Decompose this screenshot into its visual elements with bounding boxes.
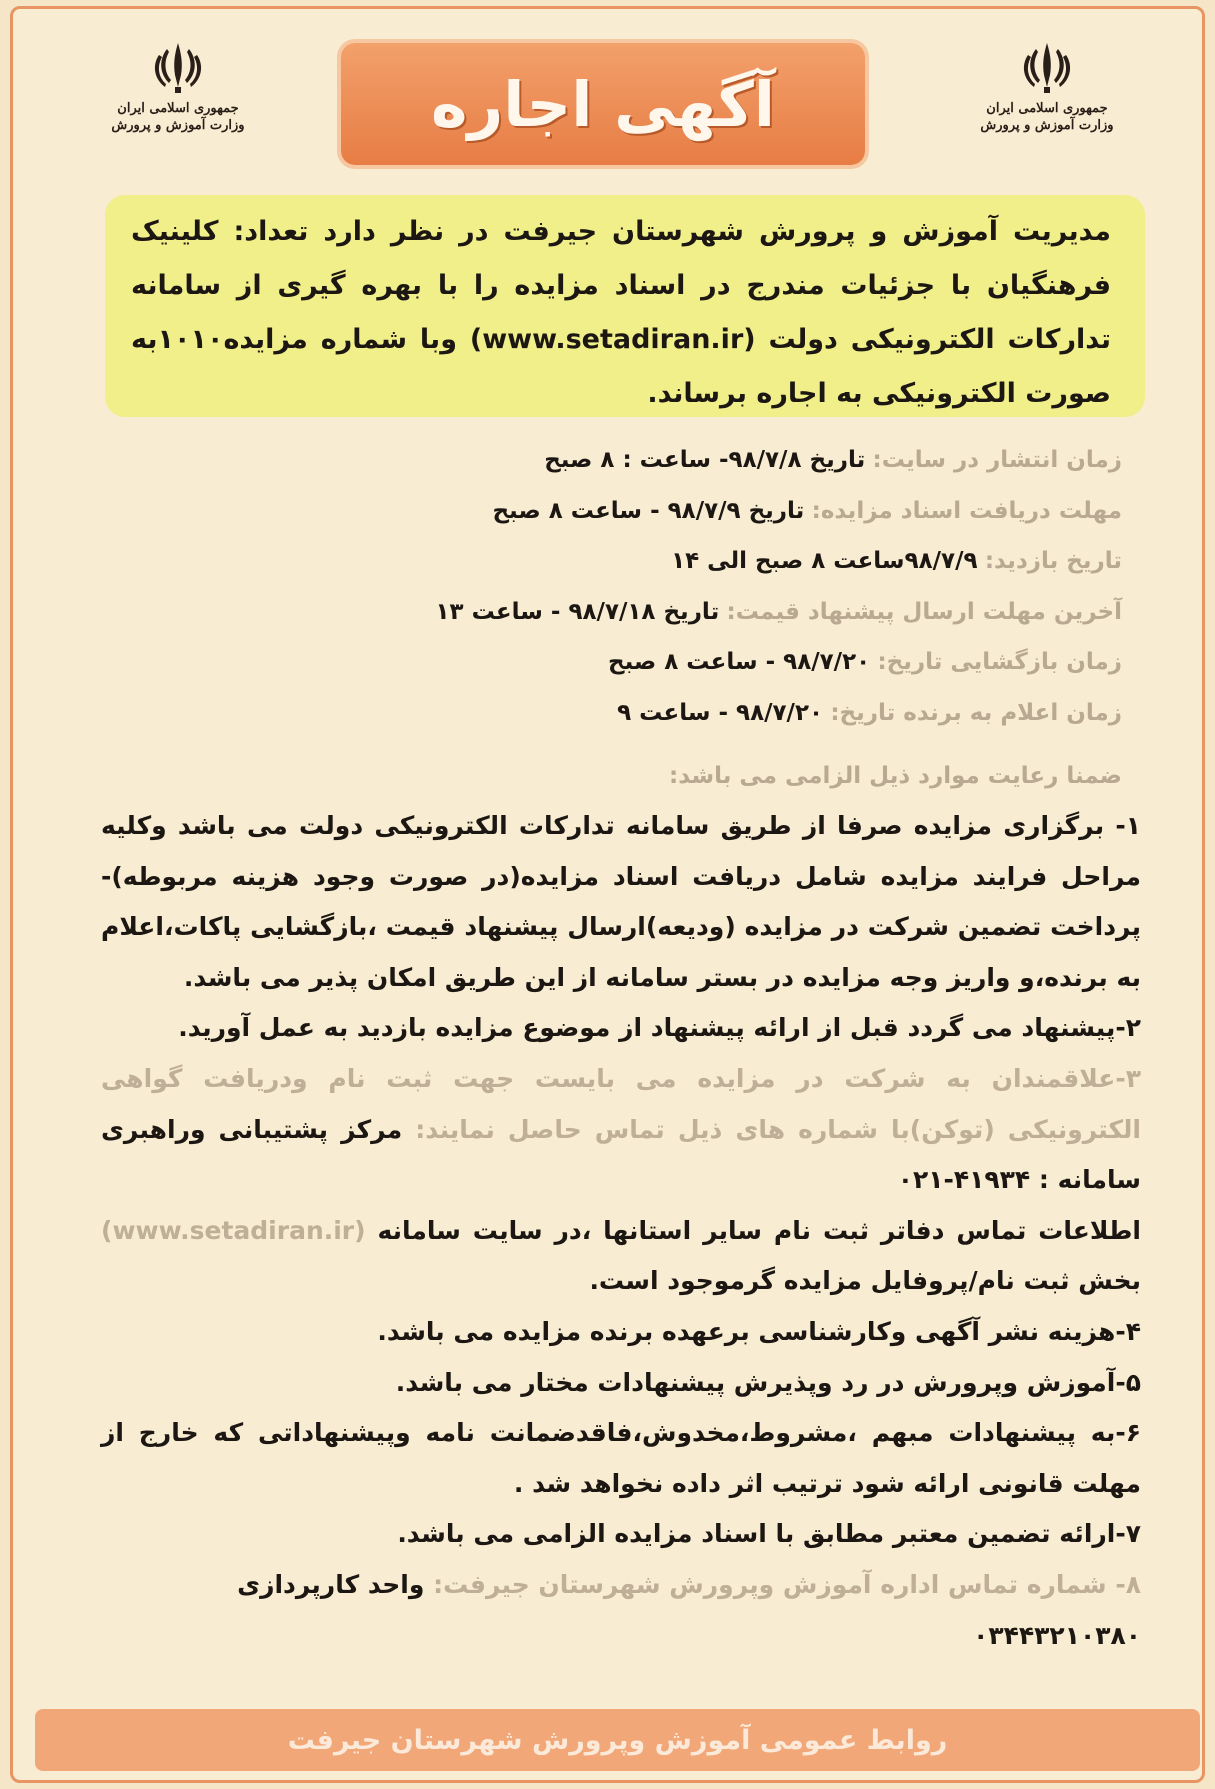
date-value: تاریخ ۹۸/۷/۱۸ - ساعت ۱۳ [435,598,720,625]
condition-item-3-main: مرکز پشتیبانی وراهبری سامانه : [101,1114,1141,1195]
intro-paragraph: مدیریت آموزش و پرورش شهرستان جیرفت در نظر دارد تعداد: کلینیک فرهنگیان با جزئیات مندرج در اسناد مزایده را با بهره گیری از سامانه تدارکات الکترونیکی دولت (www.setadiran.ir) وبا شماره مزایده۱۰۱۰به صورت الکترونیکی به اجاره برساند. [105,195,1145,417]
condition-item-7: ۷-ارائه تضمین معتبر مطابق با اسناد مزایده الزامی می باشد. [397,1519,1141,1549]
condition-item-3-faded: ۳-علاقمندان به شرکت در مزایده می بایست جهت ثبت نام ودریافت گواهی الکترونیکی (توکن)با شماره های ذیل تماس حاصل نمایند: [101,1063,1141,1144]
date-row-documents [122,486,1122,537]
dates-list [122,435,1122,738]
date-value: ۹۸/۷/۲۰ - ساعت ۹ [617,699,824,726]
condition-item-8-faded: ۸- شماره تماس اداره آموزش وپرورش شهرستان جیرفت: [433,1569,1141,1599]
conditions-intro: ضمنا رعایت موارد ذیل الزامی می باشد: [669,763,1122,789]
emblem-right-line1: جمهوری اسلامی ایران [986,101,1108,116]
title-banner [341,43,865,165]
advertisement-page [10,6,1205,1783]
footer-banner: روابط عمومی آموزش وپرورش شهرستان جیرفت [35,1709,1200,1771]
date-label: آخرین مهلت ارسال پیشنهاد قیمت: [726,598,1122,625]
emblem-right [962,39,1132,133]
condition-item-2: ۲-پیشنهاد می گردد قبل از ارائه پیشنهاد از موضوع مزایده بازدید به عمل آورید. [178,1013,1141,1043]
iran-emblem-icon [1020,39,1074,95]
emblem-left-line2: وزارت آموزش و پرورش [111,118,245,133]
condition-item-8-phone-line [101,1611,1141,1662]
date-label: تاریخ بازدید: [984,548,1122,574]
office-phone: ۰۳۴۴۳۲۱۰۳۸۰ [973,1620,1141,1650]
condition-item-4: ۴-هزینه نشر آگهی وکارشناسی برعهده برنده مزایده می باشد. [377,1316,1141,1346]
date-row-winner [122,688,1122,739]
date-row-publish [122,435,1122,486]
emblem-left [93,39,263,133]
iran-emblem-icon [151,39,205,95]
date-value: تاریخ ۹۸/۷/۸- ساعت : ۸ صبح [544,447,866,473]
condition-item-3 [101,1054,1141,1206]
date-label: زمان اعلام به برنده تاریخ: [830,699,1122,726]
support-phone: ۰۲۱-۴۱۹۳۴ [897,1165,1031,1195]
emblem-right-line2: وزارت آموزش و پرورش [980,118,1114,133]
date-row-opening [122,637,1122,688]
date-label: زمان بازگشایی تاریخ: [877,649,1122,675]
condition-item-5: ۵-آموزش وپرورش در رد وپذیرش پیشنهادات مختار می باشد. [395,1367,1141,1397]
conditions-list [101,801,1141,1661]
condition-item-8-main: واحد کارپردازی [237,1569,425,1599]
date-value: ۹۸/۷/۲۰ - ساعت ۸ صبح [608,649,871,675]
condition-item-1: ۱- برگزاری مزایده صرفا از طریق سامانه تدارکات الکترونیکی دولت می باشد وکلیه مراحل فرایند مزایده شامل دریافت اسناد مزایده(در صورت وجود هزینه مربوطه)-پرداخت تضمین شرکت در مزایده (ودیعه)ارسال پیشنهاد قیمت ،بازگشایی پاکات،اعلام به برنده،و واریز وجه مزایده در بستر سامانه از این طریق امکان پذیر می باشد. [101,811,1141,992]
setadiran-link: (www.setadiran.ir) [101,1215,366,1245]
condition-item-3-cont-main: اطلاعات تماس دفاتر ثبت نام سایر استانها ،در سایت سامانه [377,1215,1141,1245]
condition-item-3-continued [101,1206,1141,1307]
date-row-deadline [122,587,1122,638]
condition-item-8 [101,1560,1141,1611]
date-row-visit [122,536,1122,587]
date-value: تاریخ ۹۸/۷/۹ - ساعت ۸ صبح [492,497,805,524]
emblem-left-line1: جمهوری اسلامی ایران [117,101,239,116]
date-value: ۹۸/۷/۹ساعت ۸ صبح الی ۱۴ [671,548,978,574]
condition-item-3-cont-end: بخش ثبت نام/پروفایل مزایده گرموجود است. [589,1266,1141,1296]
condition-item-6: ۶-به پیشنهادات مبهم ،مشروط،مخدوش،فاقدضمانت نامه وپیشنهاداتی که خارج از مهلت قانونی ارائه شود ترتیب اثر داده نخواهد شد . [101,1418,1141,1498]
date-label: مهلت دریافت اسناد مزایده: [811,497,1122,524]
page-title: آگهی اجاره [430,67,776,141]
date-label: زمان انتشار در سایت: [872,447,1122,473]
